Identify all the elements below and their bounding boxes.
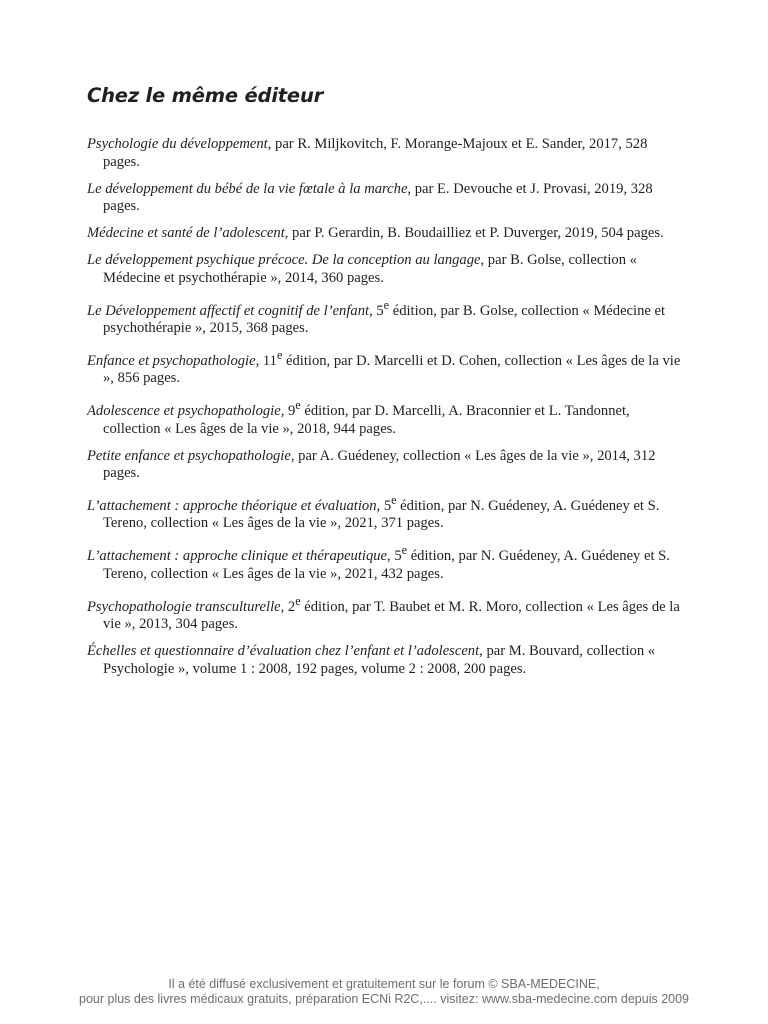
edition-superscript: e bbox=[295, 593, 301, 608]
bibliography-entry bbox=[87, 347, 687, 388]
edition-superscript: e bbox=[391, 493, 397, 508]
entry-title: Petite enfance et psychopathologie bbox=[87, 447, 291, 464]
entry-details: , par P. Gerardin, B. Boudailliez et P. Duverger, 2019, 504 pages. bbox=[284, 225, 664, 241]
bibliography-entry bbox=[87, 397, 687, 438]
entry-details: , par B. Golse, collection « Médecine et psychothérapie », 2014, 360 pages. bbox=[103, 252, 637, 286]
entry-details: édition, par N. Guédeney, A. Guédeney et S. Tereno, collection « Les âges de la vie », 2021, 432 pages. bbox=[103, 548, 670, 582]
bibliography-entry bbox=[87, 136, 687, 171]
entry-edition: , 9 bbox=[280, 403, 296, 420]
bibliography-list bbox=[87, 136, 687, 688]
bibliography-entry bbox=[87, 448, 687, 483]
bibliography-entry bbox=[87, 492, 687, 533]
entry-title: Médecine et santé de l’adolescent bbox=[87, 225, 285, 241]
edition-superscript: e bbox=[383, 297, 390, 312]
footer-line-1: Il a été diffusé exclusivement et gratuitement sur le forum © SBA-MEDECINE, bbox=[168, 977, 600, 991]
entry-title: Psychopathologie transculturelle bbox=[87, 598, 281, 615]
entry-details: , par A. Guédeney, collection « Les âges de la vie », 2014, 312 pages. bbox=[103, 447, 656, 482]
entry-title: Enfance et psychopathologie bbox=[87, 352, 256, 369]
page-heading: Chez le même éditeur bbox=[87, 84, 324, 107]
entry-title: Le Développement affectif et cognitif de l’enfant bbox=[87, 302, 370, 319]
entry-edition: , 2 bbox=[280, 598, 296, 615]
entry-edition: , 11 bbox=[255, 352, 277, 369]
entry-details: , par E. Devouche et J. Provasi, 2019, 328 pages. bbox=[103, 180, 653, 214]
entry-details: édition, par B. Golse, collection « Médecine et psychothérapie », 2015, 368 pages. bbox=[103, 302, 666, 336]
edition-superscript: e bbox=[295, 398, 301, 413]
bibliography-entry bbox=[87, 542, 687, 583]
entry-edition: , 5 bbox=[387, 548, 402, 565]
entry-details: , par R. Miljkovitch, F. Morange-Majoux et E. Sander, 2017, 528 pages. bbox=[103, 136, 648, 170]
entry-title: Psychologie du développement bbox=[87, 136, 268, 152]
entry-title: Échelles et questionnaire d’évaluation chez l’enfant et l’adolescent bbox=[87, 643, 480, 660]
entry-details: édition, par D. Marcelli et D. Cohen, collection « Les âges de la vie », 856 pages. bbox=[103, 352, 681, 387]
edition-superscript: e bbox=[401, 543, 408, 558]
edition-superscript: e bbox=[276, 347, 283, 362]
entry-title: L’attachement : approche théorique et évaluation bbox=[87, 497, 377, 514]
bibliography-entry bbox=[87, 252, 687, 287]
entry-title: Le développement du bébé de la vie fœtale à la marche bbox=[87, 180, 408, 197]
entry-title: Adolescence et psychopathologie bbox=[87, 403, 281, 420]
footer-line-2: pour plus des livres médicaux gratuits, préparation ECNi R2C,.... visitez: www.sba-medecine.com depuis 2009 bbox=[79, 992, 689, 1006]
entry-details: édition, par T. Baubet et M. R. Moro, collection « Les âges de la vie », 2013, 304 pages. bbox=[103, 598, 680, 633]
entry-title: Le développement psychique précoce. De la conception au langage bbox=[87, 252, 481, 268]
bibliography-entry bbox=[87, 225, 687, 243]
bibliography-entry bbox=[87, 593, 687, 634]
bibliography-entry bbox=[87, 297, 687, 338]
entry-edition: , 5 bbox=[369, 302, 384, 319]
entry-details: , par M. Bouvard, collection « Psychologie », volume 1 : 2008, 192 pages, volume 2 : 2008, 200 pages. bbox=[103, 643, 656, 677]
entry-details: édition, par D. Marcelli, A. Braconnier et L. Tandonnet, collection « Les âges de la vie », 2018, 944 pages. bbox=[103, 403, 630, 437]
bibliography-entry bbox=[87, 643, 687, 678]
footer-notice bbox=[0, 977, 768, 1007]
entry-details: édition, par N. Guédeney, A. Guédeney et S. Tereno, collection « Les âges de la vie », 2021, 371 pages. bbox=[103, 497, 660, 532]
bibliography-entry bbox=[87, 181, 687, 216]
entry-title: L’attachement : approche clinique et thérapeutique bbox=[87, 548, 388, 565]
entry-edition: , 5 bbox=[376, 497, 392, 514]
